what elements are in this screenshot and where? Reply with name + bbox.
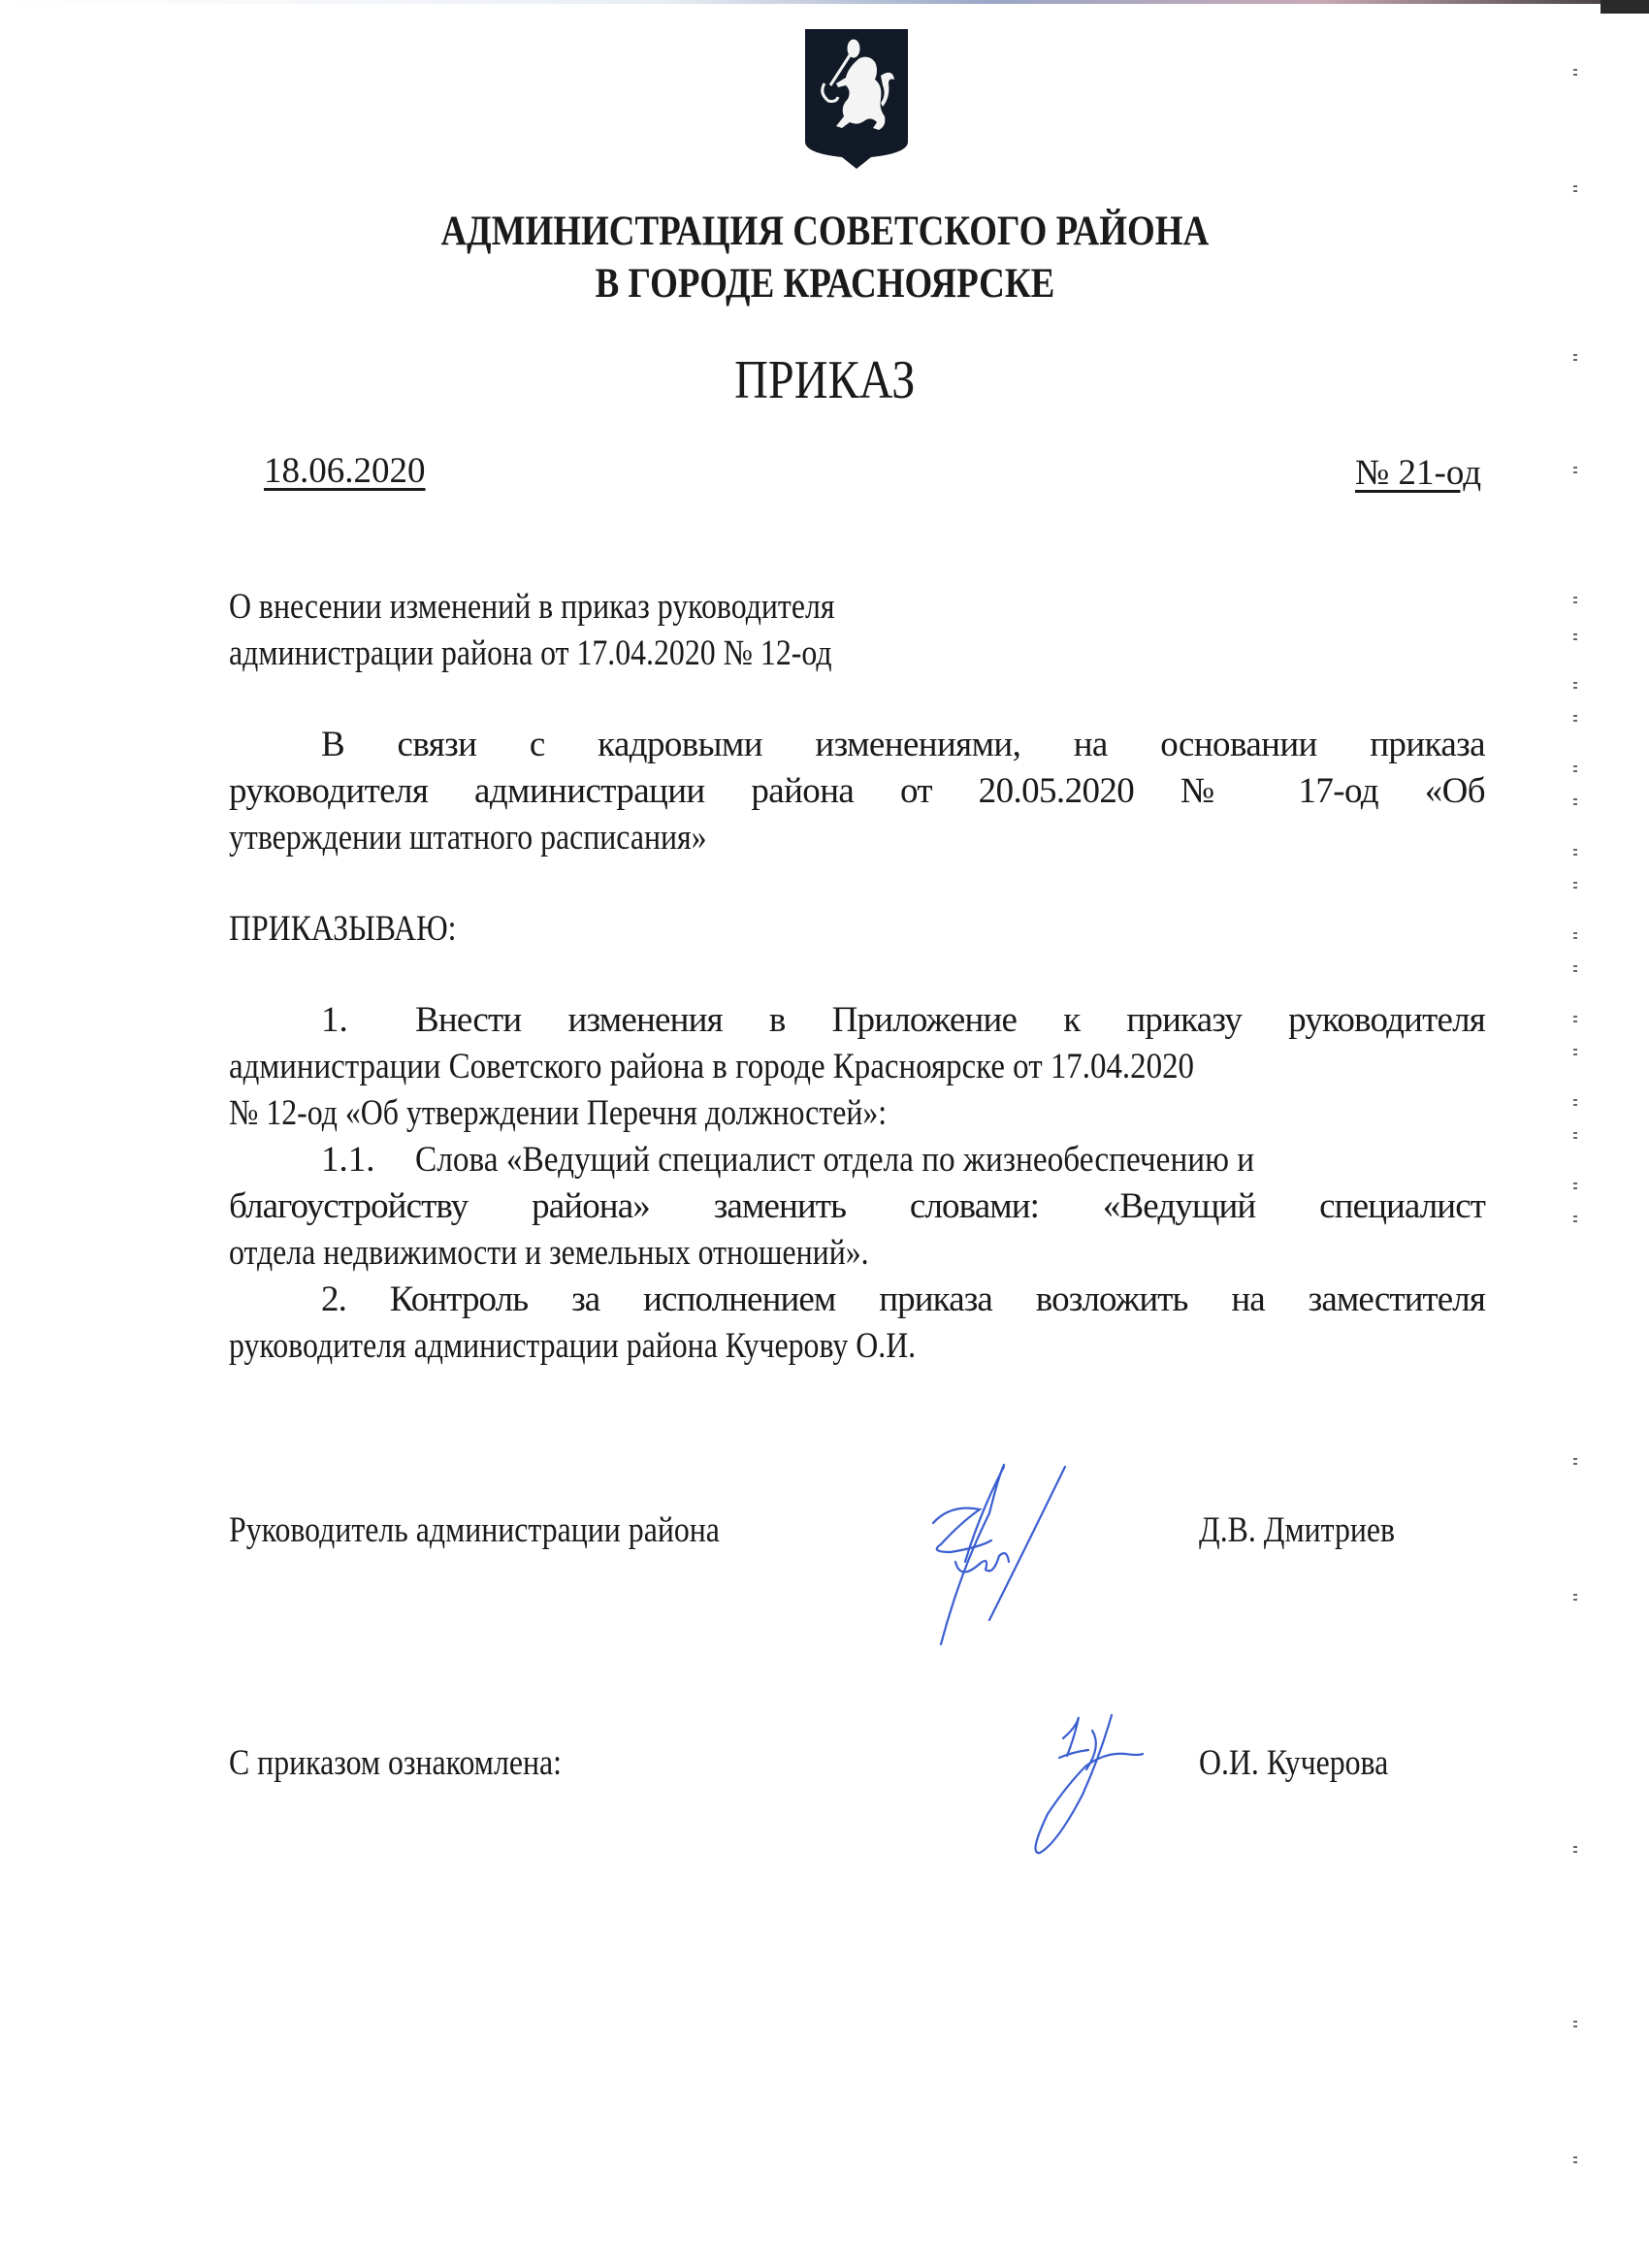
item-2-line-2: руководителя администрации района Кучерову О.И.: [229, 1326, 917, 1366]
signer-title: Руководитель администрации района: [229, 1510, 720, 1550]
signature-dmitriev: [922, 1455, 1212, 1669]
subject-line-1: О внесении изменений в приказ руководителя: [229, 587, 835, 627]
scan-margin-mark: [1573, 762, 1579, 775]
subject-line-2: администрации района от 17.04.2020 № 12-од: [229, 633, 832, 673]
scan-margin-mark: [1573, 795, 1579, 808]
scan-margin-mark: [1573, 1013, 1579, 1025]
scan-margin-mark: [1573, 1096, 1579, 1109]
scan-margin-mark: [1573, 1213, 1579, 1225]
document-date: 18.06.2020: [264, 451, 426, 491]
signer-name: Д.В. Дмитриев: [1199, 1510, 1396, 1550]
scan-margin-mark: [1573, 679, 1579, 692]
scan-margin-mark: [1573, 712, 1579, 725]
signature-kucherova: [1018, 1698, 1212, 1863]
scan-margin-mark: [1573, 182, 1579, 195]
scan-margin-mark: [1573, 962, 1579, 975]
item-2-line-1: 2. Контроль за исполнением приказа возложить на заместителя: [321, 1280, 1485, 1319]
scan-margin-mark: [1573, 66, 1579, 79]
scan-margin-mark: [1573, 351, 1579, 364]
preamble-line-1: В связи с кадровыми изменениями, на основании приказа: [321, 725, 1485, 764]
scan-margin-mark: [1573, 1129, 1579, 1142]
order-word: ПРИКАЗЫВАЮ:: [229, 909, 457, 949]
item-1-number: 1.: [321, 1000, 348, 1040]
scan-margin-mark: [1573, 846, 1579, 859]
scan-margin-mark: [1573, 1180, 1579, 1192]
coat-of-arms-emblem: [803, 27, 910, 169]
item-1-1-line-2: благоустройству района» заменить словами: «Ведущий специалист: [229, 1186, 1485, 1226]
item-1-1-number: 1.1.: [321, 1140, 375, 1180]
scan-corner-shadow: [1600, 0, 1649, 14]
preamble-line-3: утверждении штатного расписания»: [229, 818, 707, 858]
scan-margin-mark: [1573, 929, 1579, 942]
scan-margin-mark: [1573, 1843, 1579, 1856]
scan-margin-mark: [1573, 631, 1579, 643]
preamble-line-2: руководителя администрации района от 20.05.2020 № 17-од «Об: [229, 771, 1485, 811]
acknowledger-name: О.И. Кучерова: [1199, 1743, 1389, 1783]
item-1-1-line-3: отдела недвижимости и земельных отношений».: [229, 1233, 869, 1273]
document-type-title: ПРИКАЗ: [733, 350, 916, 410]
scan-margin-mark: [1573, 2018, 1579, 2030]
item-1-line-3: № 12-од «Об утверждении Перечня должностей»:: [229, 1093, 888, 1133]
scan-top-edge: [0, 0, 1649, 4]
scan-margin-mark: [1573, 594, 1579, 606]
document-number: № 21-од: [1355, 453, 1482, 493]
acknowledgement-label: С приказом ознакомлена:: [229, 1743, 562, 1783]
scan-margin-mark: [1573, 1046, 1579, 1058]
scan-margin-mark: [1573, 879, 1579, 891]
scan-margin-mark: [1573, 1455, 1579, 1468]
organization-name-line-2: В ГОРОДЕ КРАСНОЯРСКЕ: [595, 261, 1054, 307]
item-1-line-2: администрации Советского района в городе Красноярске от 17.04.2020: [229, 1047, 1195, 1086]
scan-margin-mark: [1573, 2154, 1579, 2166]
scan-margin-mark: [1573, 464, 1579, 476]
scan-margin-mark: [1573, 1591, 1579, 1604]
organization-name-line-1: АДМИНИСТРАЦИЯ СОВЕТСКОГО РАЙОНА: [440, 209, 1209, 254]
